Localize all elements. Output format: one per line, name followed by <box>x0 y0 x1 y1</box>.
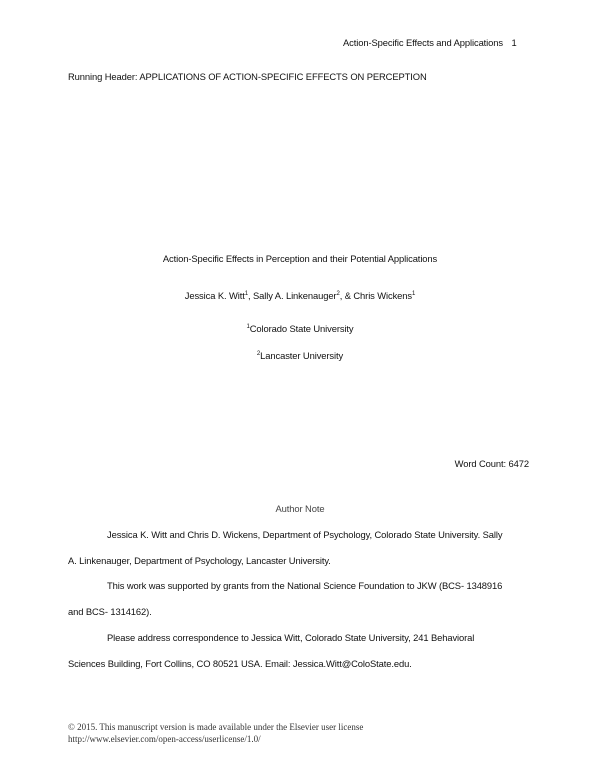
author-list <box>0 290 600 301</box>
paper-title: Action-Specific Effects in Perception and their Potential Applications <box>162 253 438 264</box>
license-url[interactable]: http://www.elsevier.com/open-access/userlicense/1.0/ <box>68 734 261 744</box>
affiliation-2-name: Lancaster University <box>260 350 344 361</box>
author-affiliation-marker: 1 <box>412 291 416 297</box>
running-header: Running Header: APPLICATIONS OF ACTION-SPECIFIC EFFECTS ON PERCEPTION <box>68 71 427 82</box>
author-note-heading: Author Note <box>275 503 325 514</box>
running-title-text: Action-Specific Effects and Applications <box>343 37 503 48</box>
author-separator: , & <box>339 290 354 301</box>
author-note-para2-line2: and BCS- 1314162). <box>68 606 152 617</box>
running-title <box>343 37 517 48</box>
affiliation-1-name: Colorado State University <box>249 323 354 334</box>
author-separator: , <box>247 290 253 301</box>
author-note-para1-line2: A. Linkenauger, Department of Psychology, Lancaster University. <box>68 555 331 566</box>
affiliation-2-marker: 2 <box>256 351 261 357</box>
author-note-para3-line2: Sciences Building, Fort Collins, CO 80521 USA. Email: Jessica.Witt@ColoState.edu. <box>68 658 412 669</box>
author-note-para3-line1: Please address correspondence to Jessica Witt, Colorado State University, 241 Behavioral <box>107 632 475 643</box>
affiliation-1-marker: 1 <box>246 324 250 330</box>
page-number: 1 <box>511 37 517 48</box>
author-name: Jessica K. Witt <box>184 290 245 301</box>
author-affiliation-marker: 1 <box>244 291 248 297</box>
affiliation-1 <box>0 323 600 334</box>
author-note-para1-line1: Jessica K. Witt and Chris D. Wickens, Department of Psychology, Colorado State University. Sally <box>107 529 503 540</box>
author-name: Chris Wickens <box>353 290 412 301</box>
license-notice: © 2015. This manuscript version is made available under the Elsevier user license <box>68 722 364 732</box>
word-count: Word Count: 6472 <box>454 458 529 469</box>
affiliation-2 <box>0 350 600 361</box>
author-name: Sally A. Linkenauger <box>252 290 337 301</box>
author-affiliation-marker: 2 <box>336 291 340 297</box>
author-note-para2-line1: This work was supported by grants from the National Science Foundation to JKW (BCS- 1348916 <box>107 580 503 591</box>
